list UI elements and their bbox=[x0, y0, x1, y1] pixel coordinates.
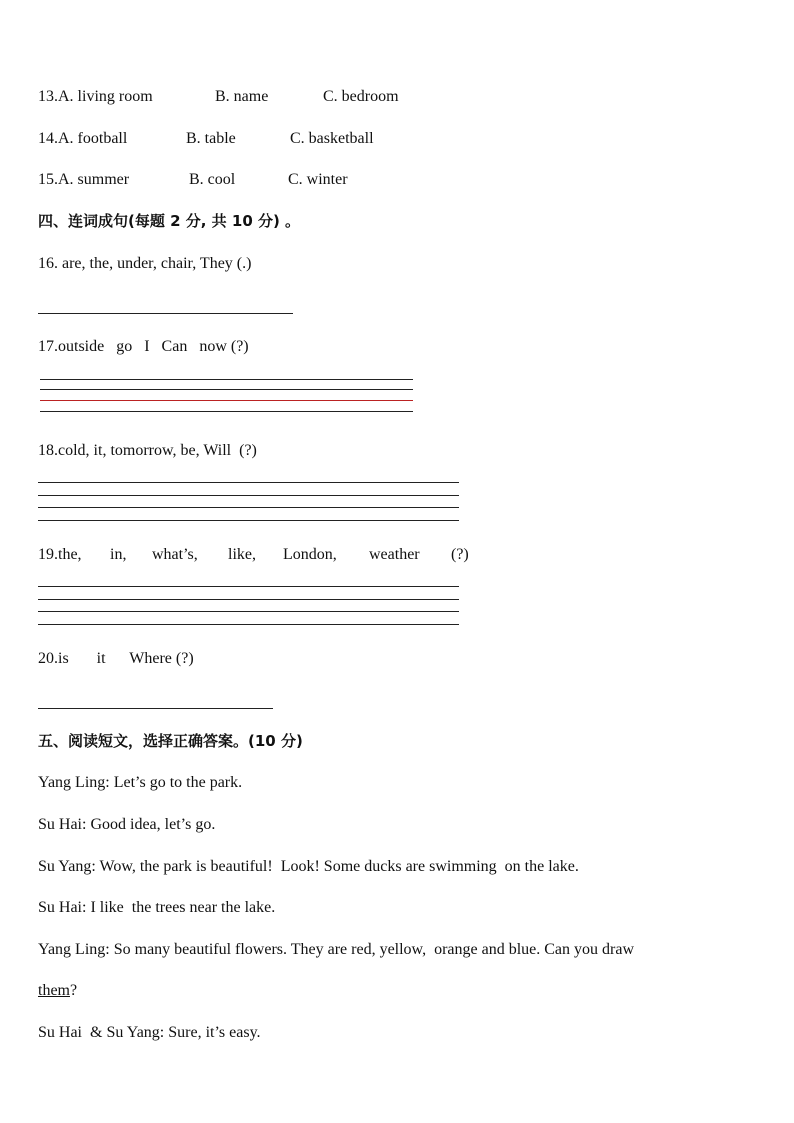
question-14-option-a: A. football bbox=[58, 130, 128, 147]
question-14-option-c: C. basketball bbox=[290, 130, 374, 147]
question-14-option-b: B. table bbox=[186, 130, 236, 147]
answer-line-19-1[interactable] bbox=[38, 586, 459, 587]
question-15-option-a: A. summer bbox=[58, 171, 130, 188]
answer-line-18-4[interactable] bbox=[38, 520, 459, 521]
underlined-word: them bbox=[38, 982, 70, 999]
answer-line-17-3[interactable] bbox=[40, 400, 413, 401]
question-19-word: like, bbox=[228, 546, 256, 563]
question-18: 18.cold, it, tomorrow, be, Will (?) bbox=[38, 442, 257, 459]
answer-line-18-3[interactable] bbox=[38, 507, 459, 508]
question-13-option-a: A. living room bbox=[58, 88, 153, 105]
question-19-word: the, bbox=[58, 546, 82, 563]
dialogue-line-continuation bbox=[38, 981, 77, 1001]
question-19-word: (?) bbox=[451, 546, 469, 563]
question-17: 17.outside go I Can now (?) bbox=[38, 338, 249, 355]
question-13 bbox=[38, 87, 153, 107]
dialogue-line: Yang Ling: So many beautiful flowers. They are red, yellow, orange and blue. Can you draw bbox=[38, 941, 635, 958]
dialogue-line: Su Hai: I like the trees near the lake. bbox=[38, 899, 276, 916]
question-15-option-b: B. cool bbox=[189, 171, 236, 188]
answer-line-17-1[interactable] bbox=[40, 379, 413, 380]
answer-line-17-2[interactable] bbox=[40, 389, 413, 390]
answer-line-17-4[interactable] bbox=[40, 411, 413, 412]
question-15-option-c: C. winter bbox=[288, 171, 348, 188]
answer-line-19-2[interactable] bbox=[38, 599, 459, 600]
question-19-number: 19. bbox=[38, 546, 58, 563]
answer-line-19-3[interactable] bbox=[38, 611, 459, 612]
question-14 bbox=[38, 129, 127, 149]
question-16: 16. are, the, under, chair, They (.) bbox=[38, 255, 252, 272]
question-15-number: 15. bbox=[38, 171, 58, 188]
question-20: 20.is it Where (?) bbox=[38, 650, 194, 667]
dialogue-line: Yang Ling: Let’s go to the park. bbox=[38, 774, 243, 791]
question-19-word: weather bbox=[369, 546, 420, 563]
section-4-title: 四、连词成句(每题 2 分, 共 10 分) 。 bbox=[38, 212, 301, 230]
question-19 bbox=[38, 545, 82, 565]
answer-line-19-4[interactable] bbox=[38, 624, 459, 625]
answer-line-16[interactable] bbox=[38, 313, 293, 314]
question-15 bbox=[38, 170, 129, 190]
question-13-number: 13. bbox=[38, 88, 58, 105]
dialogue-line: Su Hai: Good idea, let’s go. bbox=[38, 816, 216, 833]
question-13-option-b: B. name bbox=[215, 88, 269, 105]
question-13-option-c: C. bedroom bbox=[323, 88, 399, 105]
question-14-number: 14. bbox=[38, 130, 58, 147]
answer-line-18-1[interactable] bbox=[38, 482, 459, 483]
question-mark: ? bbox=[70, 982, 78, 999]
section-5-title: 五、阅读短文，选择正确答案。(10 分) bbox=[38, 732, 303, 750]
question-19-word: what’s, bbox=[152, 546, 198, 563]
question-19-word: London, bbox=[283, 546, 337, 563]
dialogue-line: Su Hai & Su Yang: Sure, it’s easy. bbox=[38, 1024, 261, 1041]
answer-line-20[interactable] bbox=[38, 708, 273, 709]
question-19-word: in, bbox=[110, 546, 127, 563]
dialogue-line: Su Yang: Wow, the park is beautiful! Look! Some ducks are swimming on the lake. bbox=[38, 858, 579, 875]
answer-line-18-2[interactable] bbox=[38, 495, 459, 496]
